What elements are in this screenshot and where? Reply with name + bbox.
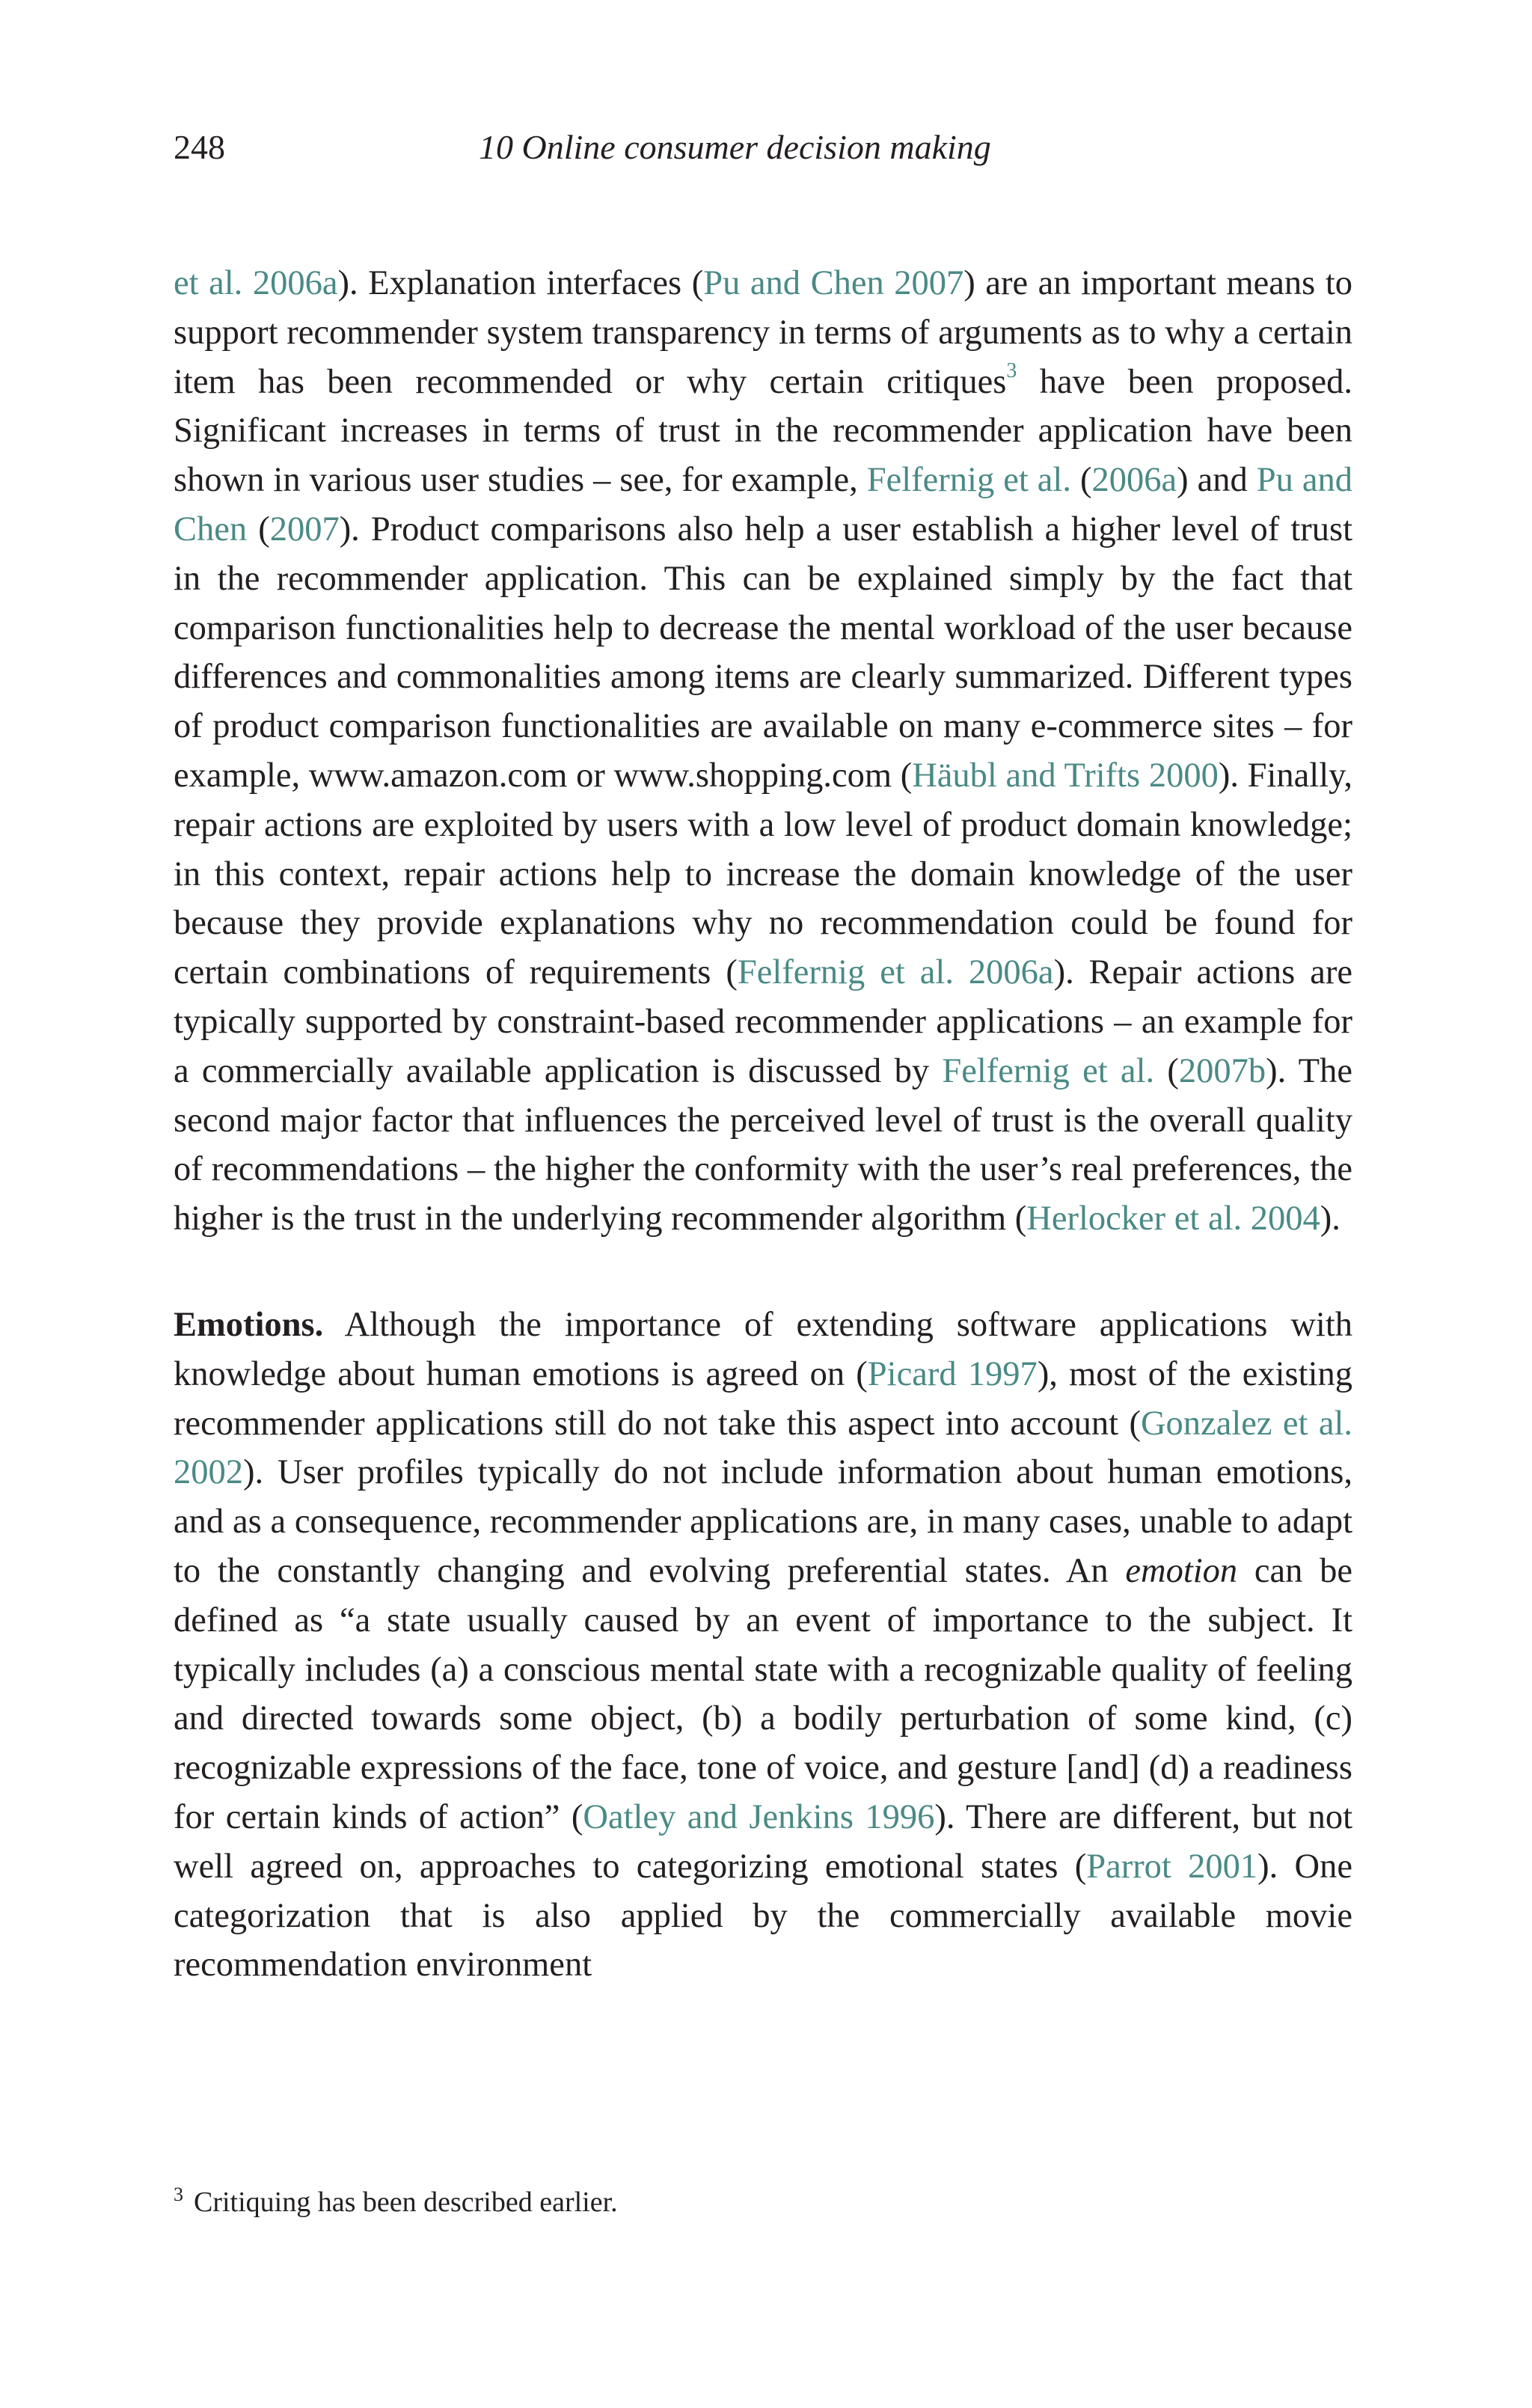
run-in-heading: Emotions. [174, 1305, 324, 1344]
paragraph-trust [174, 259, 1352, 1244]
text-run: ). User profiles typically do not include information about human emotions, and as a consequence, recommender applications are, in many cases, unable to adapt to the constantly changing and evolving preferential states. An [174, 1453, 1352, 1590]
citation-link[interactable]: 2007b [1178, 1051, 1266, 1090]
citation-link[interactable]: Pu and Chen [174, 461, 1353, 548]
text-run: ). [1320, 1200, 1340, 1238]
text-run: ). Finally, repair actions are exploited by users with a low level of product domain knowledge; in this context, repair actions help to increase the domain knowledge of the user because they provide explanations why no recommendation could be found for certain combinations of requirements ( [174, 756, 1352, 992]
text-run: ), most of the existing recommender applications still do not take this aspect into account ( [174, 1354, 1352, 1443]
citation-link[interactable]: Felfernig et al. [942, 1051, 1155, 1090]
text-run: ). Explanation interfaces ( [337, 264, 704, 302]
text-run: ( [247, 510, 270, 548]
text-run: ). There are different, but not well agreed on, approaches to categorizing emotional states ( [174, 1797, 1352, 1886]
text-run: ). One categorization that is also applied by the commercially available movie recommendation environment [174, 1847, 1352, 1984]
text-run: Although the importance of extending software applications with knowledge about human emotions is agreed on ( [174, 1305, 1352, 1393]
footnote-reference[interactable]: 3 [1006, 359, 1017, 383]
citation-link[interactable]: 2006a [1091, 461, 1177, 500]
citation-link[interactable]: Parrot 2001 [1086, 1847, 1258, 1886]
running-header [174, 127, 1352, 172]
body-text [174, 259, 1352, 1990]
citation-link[interactable]: Felfernig et al. [866, 461, 1071, 500]
paragraph-emotions [174, 1301, 1352, 1990]
citation-link[interactable]: Pu and Chen 2007 [703, 264, 964, 302]
text-run: ). The second major factor that influences the perceived level of trust is the overall quality of recommendations – the higher the conformity with the user’s real preferences, the higher is the trust in the underlying recommender algorithm ( [174, 1051, 1352, 1238]
text-run: ) are an important means to support recommender system transparency in terms of arguments as to why a certain item has been recommended or why certain critiques [174, 264, 1353, 401]
text-run: ) and [1177, 461, 1257, 500]
citation-link[interactable]: 2007 [269, 510, 340, 548]
citation-link[interactable]: Felfernig et al. 2006a [737, 953, 1054, 992]
text-run: ( [1070, 461, 1092, 500]
citation-link[interactable]: Gonzalez et al. 2002 [174, 1404, 1353, 1492]
footnote-text: Critiquing has been described earlier. [194, 2187, 618, 2218]
text-run: have been proposed. Significant increases in terms of trust in the recommender application have been shown in various user studies – see, for example, [174, 362, 1352, 500]
running-title: 10 Online consumer decision making [479, 128, 991, 166]
page-number: 248 [174, 128, 225, 166]
citation-link[interactable]: Häubl and Trifts 2000 [912, 756, 1219, 795]
emphasis-term: emotion [1125, 1551, 1238, 1590]
citation-link[interactable]: Herlocker et al. 2004 [1026, 1200, 1320, 1238]
text-run: ( [1154, 1051, 1179, 1090]
text-run: ). Repair actions are typically supported by constraint-based recommender applications – an example for a commercially available application is discussed by [174, 953, 1352, 1090]
footnote [174, 2184, 1352, 2221]
text-run: ). Product comparisons also help a user establish a higher level of trust in the recommender application. This can be explained simply by the fact that comparison functionalities help to decrease the mental workload of the user because differences and commonalities among items are clearly summarized. Different types of product comparison functionalities are available on many e-commerce sites – for example, www.amazon.com or www.shopping.com ( [174, 510, 1352, 795]
footnote-marker: 3 [174, 2184, 183, 2206]
citation-link[interactable]: et al. 2006a [174, 264, 338, 302]
text-run: can be defined as “a state usually caused by an event of importance to the subject. It typically includes (a) a conscious mental state with a recognizable quality of feeling and directed towards some object, (b) a bodily perturbation of some kind, (c) recognizable expressions of the face, tone of voice, and gesture [and] (d) a readiness for certain kinds of action” ( [174, 1551, 1353, 1836]
citation-link[interactable]: Oatley and Jenkins 1996 [583, 1797, 935, 1836]
citation-link[interactable]: Picard 1997 [867, 1354, 1038, 1393]
